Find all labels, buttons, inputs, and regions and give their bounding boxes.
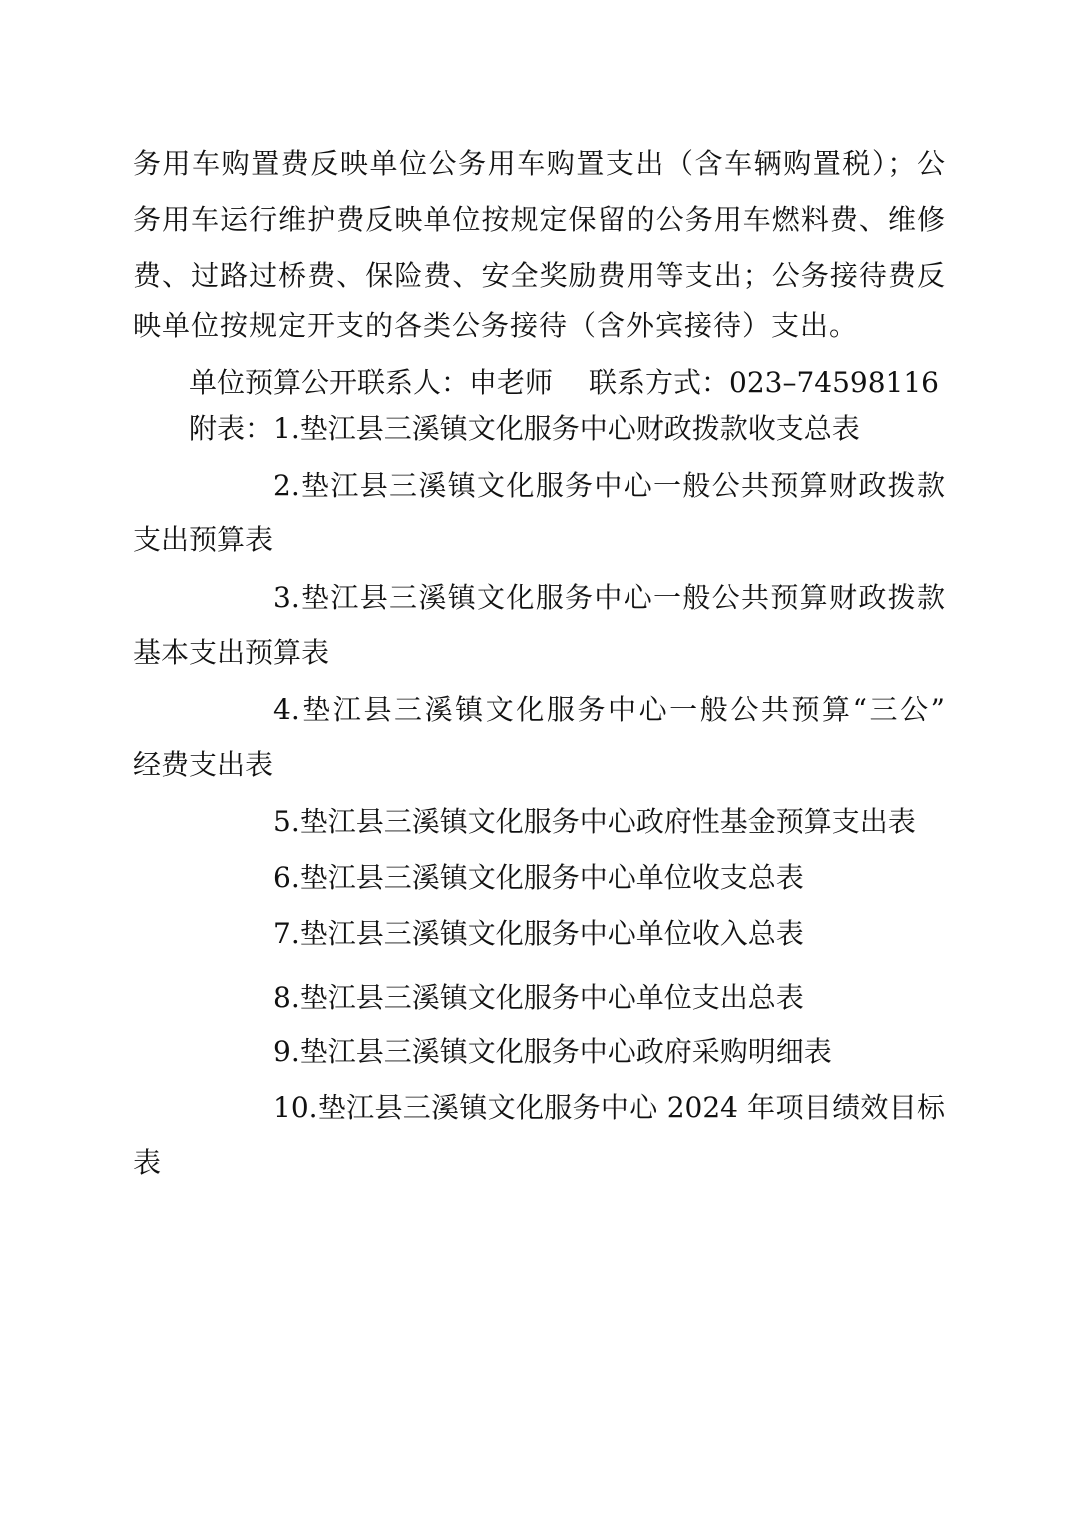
contact-person: 单位预算公开联系人：申老师 bbox=[189, 366, 554, 399]
paragraph-line: 映单位按规定开支的各类公务接待（含外宾接待）支出。 bbox=[133, 309, 859, 342]
appendix-item-continued: 基本支出预算表 bbox=[133, 636, 330, 669]
paragraph-line: 务用车运行维护费反映单位按规定保留的公务用车燃料费、维修 bbox=[133, 203, 945, 236]
appendix-item: 4.垫江县三溪镇文化服务中心一般公共预算“三公” bbox=[273, 693, 945, 726]
appendix-item: 1.垫江县三溪镇文化服务中心财政拨款收支总表 bbox=[273, 412, 860, 445]
appendix-item: 7.垫江县三溪镇文化服务中心单位收入总表 bbox=[273, 917, 804, 950]
appendix-item: 9.垫江县三溪镇文化服务中心政府采购明细表 bbox=[273, 1035, 832, 1068]
appendix-item-continued: 表 bbox=[133, 1146, 162, 1179]
appendix-item: 6.垫江县三溪镇文化服务中心单位收支总表 bbox=[273, 861, 804, 894]
contact-phone: 联系方式：023–74598116 bbox=[589, 366, 939, 399]
appendix-item: 10.垫江县三溪镇文化服务中心 2024 年项目绩效目标 bbox=[273, 1091, 945, 1124]
appendix-item-continued: 经费支出表 bbox=[133, 748, 274, 781]
appendix-line bbox=[189, 409, 945, 449]
appendix-item: 2.垫江县三溪镇文化服务中心一般公共预算财政拨款 bbox=[273, 469, 945, 502]
paragraph-line: 务用车购置费反映单位公务用车购置支出（含车辆购置税）；公 bbox=[133, 147, 945, 180]
appendix-item-continued: 支出预算表 bbox=[133, 523, 274, 556]
appendix-item: 8.垫江县三溪镇文化服务中心单位支出总表 bbox=[273, 981, 804, 1014]
appendix-item: 5.垫江县三溪镇文化服务中心政府性基金预算支出表 bbox=[273, 805, 916, 838]
appendix-label: 附表： bbox=[189, 412, 274, 445]
paragraph-line: 费、过路过桥费、保险费、安全奖励费用等支出；公务接待费反 bbox=[133, 259, 945, 292]
appendix-item: 3.垫江县三溪镇文化服务中心一般公共预算财政拨款 bbox=[273, 581, 945, 614]
contact-line bbox=[189, 363, 945, 403]
